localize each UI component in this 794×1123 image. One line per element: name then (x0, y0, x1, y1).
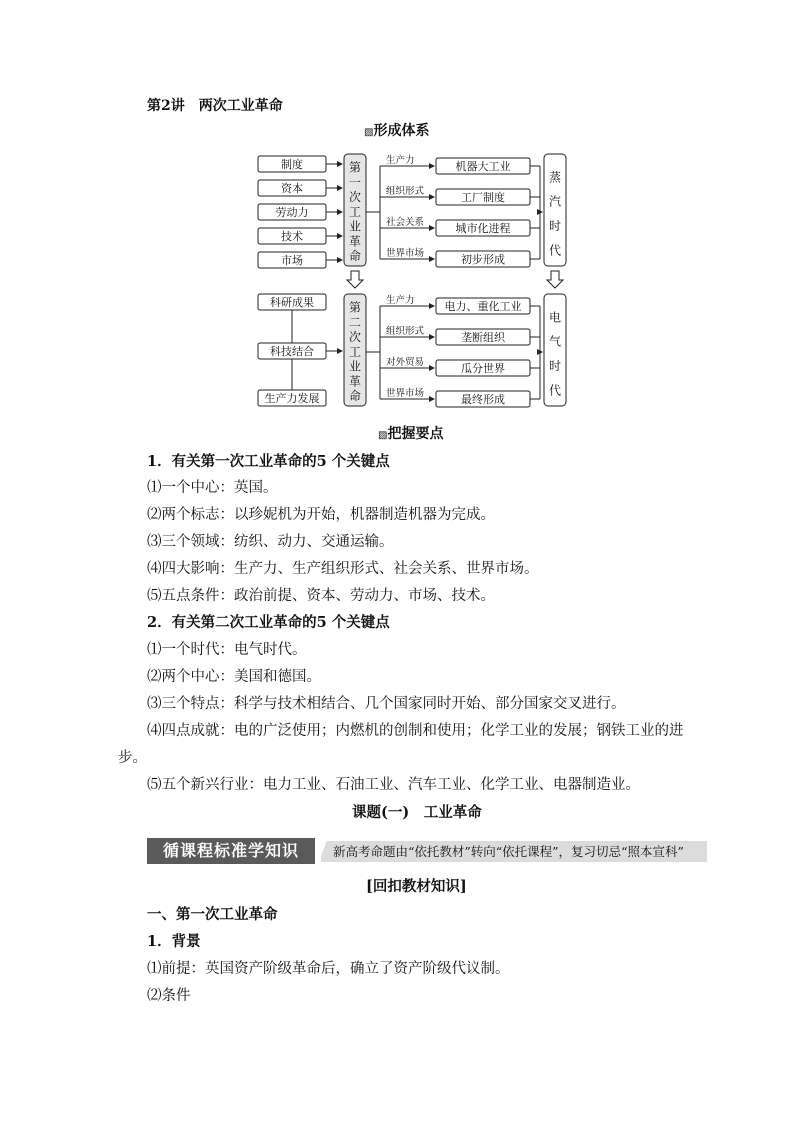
key-point-1-3: ⑶三个领域：纺织、动力、交通运输。 (147, 534, 394, 550)
revolution-1-box-char: 次 (348, 190, 362, 205)
down-arrow-icon (547, 271, 563, 288)
revolution-2-box-char: 次 (348, 330, 362, 345)
rev1-relation-label: 组织形式 (386, 187, 425, 197)
rev2-output-box-label: 垄断组织 (461, 332, 505, 344)
rev2-relation-label: 组织形式 (386, 327, 425, 337)
key-points-heading-1: 1．有关第一次工业革命的5 个关键点 (147, 453, 390, 470)
key-point-1-2: ⑵两个标志：以珍妮机为开始，机器制造机器为完成。 (147, 507, 495, 523)
rev2-relation-label: 生产力 (386, 296, 415, 306)
rev2-output-box-label: 瓜分世界 (461, 363, 505, 375)
condition-box-label: 市场 (281, 255, 303, 267)
revolution-2-box-char: 命 (348, 389, 362, 404)
era-2-box-char: 时 (548, 359, 562, 374)
revolution-2-box-char: 业 (348, 359, 362, 374)
era-1-box-char: 汽 (548, 194, 562, 209)
revolution-1-box-char: 业 (348, 219, 362, 234)
revolution-2-box-char: 二 (348, 315, 362, 330)
rev1-output-box-label: 初步形成 (461, 254, 505, 266)
key-point-2-4: ⑷四点成就：电的广泛使用；内燃机的创制和使用；化学工业的发展；钢铁工业的进 (147, 723, 684, 739)
rev1-relation-label: 生产力 (386, 156, 415, 166)
banner-note: 新高考命题由“依托教材”转向“依托课程”，复习切忌“照本宣科” (321, 841, 707, 862)
revolution-1-box-char: 第 (348, 160, 362, 175)
condition-box-label: 技术 (281, 231, 303, 243)
content-line-1: ⑴前提：英国资产阶级革命后，确立了资产阶级代议制。 (147, 961, 510, 977)
key-point-2-3: ⑶三个特点：科学与技术相结合、几个国家同时开始、部分国家交叉进行。 (147, 696, 626, 712)
revolution-1-box-char: 一 (348, 175, 362, 190)
era-1-box-char: 时 (548, 219, 562, 234)
key-point-2-5: ⑸五个新兴行业：电力工业、石油工业、汽车工业、化学工业、电器制造业。 (147, 777, 640, 793)
down-arrow-icon (347, 271, 363, 288)
curriculum-banner (147, 838, 707, 864)
rev1-output-box-label: 机器大工业 (455, 161, 511, 173)
key-point-1-5: ⑸五点条件：政治前提、资本、劳动力、市场、技术。 (147, 588, 495, 604)
revolution-2-box-char: 工 (348, 344, 362, 359)
section-system-heading: ▧形成体系 (364, 123, 430, 139)
rev2-output-box-label: 最终形成 (461, 394, 505, 406)
factor-box-label: 生产力发展 (264, 393, 320, 405)
section-marker-icon: ▧ (364, 127, 374, 138)
condition-box-label: 制度 (281, 159, 303, 171)
rev2-relation-label: 对外贸易 (386, 358, 425, 368)
content-heading-1: 一、第一次工业革命 (147, 906, 278, 923)
topic-title: 课题(一) 工业革命 (352, 804, 482, 821)
rev1-output-box-label: 工厂制度 (461, 192, 505, 204)
era-1-box-char: 蒸 (548, 170, 562, 185)
content-line-2: ⑵条件 (147, 988, 191, 1004)
revolution-2-box-char: 第 (348, 300, 362, 315)
revolution-1-box-char: 命 (348, 249, 362, 264)
revolution-1-box-char: 革 (348, 234, 362, 249)
page-title: 第2讲 两次工业革命 (147, 98, 283, 114)
era-1-box-char: 代 (548, 243, 562, 258)
banner-label: 循课程标准学知识 (147, 838, 315, 864)
rev1-output-box-label: 城市化进程 (455, 223, 511, 235)
revolution-2-box-char: 革 (348, 374, 362, 389)
condition-box-label: 资本 (281, 183, 303, 195)
key-point-1-4: ⑷四大影响：生产力、生产组织形式、社会关系、世界市场。 (147, 561, 539, 577)
rev1-relation-label: 世界市场 (386, 249, 425, 259)
key-points-heading-2: 2．有关第二次工业革命的5 个关键点 (147, 614, 390, 631)
section-marker-icon: ▧ (378, 430, 388, 441)
key-point-2-2: ⑵两个中心：美国和德国。 (147, 669, 321, 685)
content-heading-2: 1．背景 (147, 933, 201, 950)
rev1-relation-label: 社会关系 (386, 218, 425, 228)
rev2-output-box-label: 电力、重化工业 (444, 301, 522, 313)
condition-box-label: 劳动力 (275, 207, 309, 219)
rev2-relation-label: 世界市场 (386, 389, 425, 399)
era-2-box-char: 代 (548, 383, 562, 398)
era-2-box-char: 电 (548, 310, 562, 325)
revolution-diagram (250, 148, 570, 410)
section-points-heading: ▧把握要点 (378, 426, 444, 442)
factor-box-label: 科研成果 (270, 297, 314, 309)
key-point-2-1: ⑴一个时代：电气时代。 (147, 642, 307, 658)
key-point-2-4-cont: 步。 (118, 750, 147, 766)
factor-box-label: 科技结合 (270, 346, 314, 358)
key-point-1-1: ⑴一个中心：英国。 (147, 480, 278, 496)
revolution-1-box-char: 工 (348, 204, 362, 219)
recall-heading: [回扣教材知识] (366, 878, 467, 895)
era-2-box-char: 气 (548, 334, 562, 349)
